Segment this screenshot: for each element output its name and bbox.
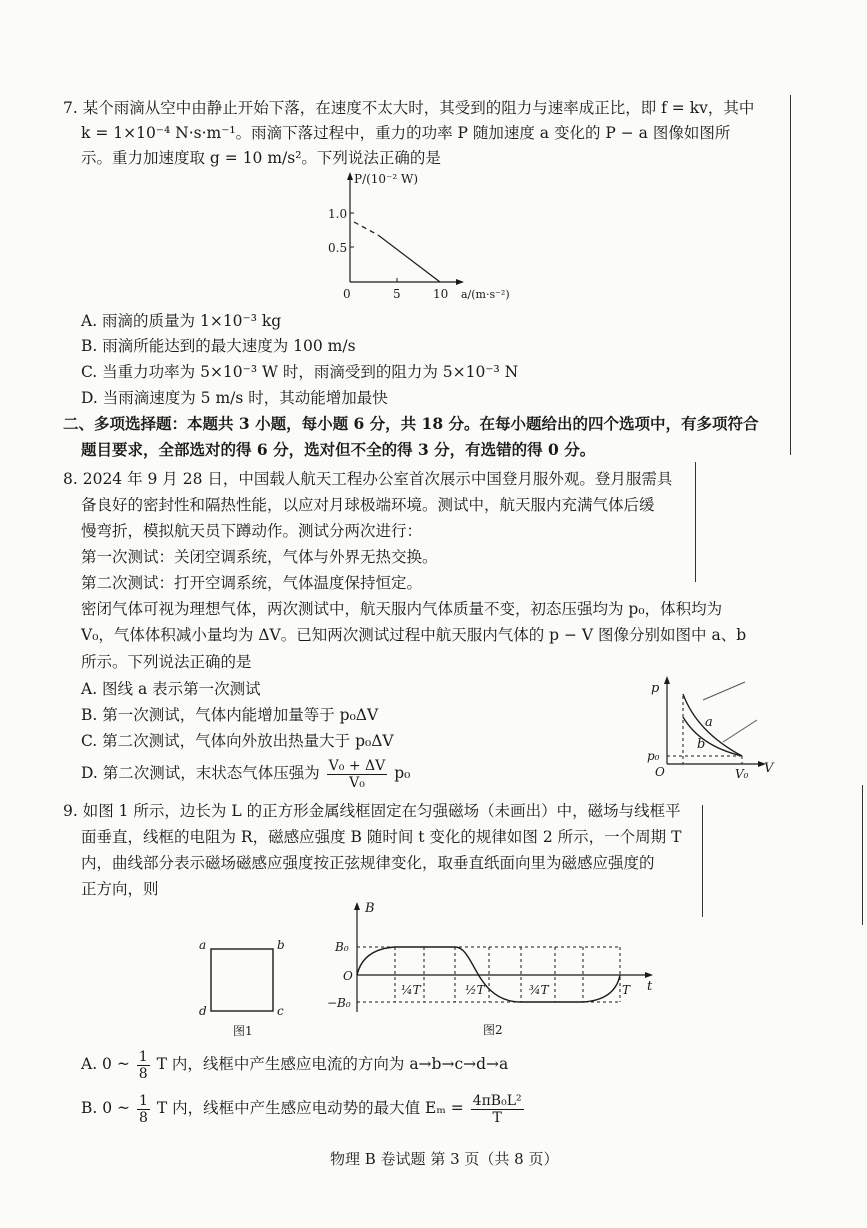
q9-line2: 面垂直，线框的电阻为 R，磁感应强度 B 随时间 t 变化的规律如图 2 所示，一个周期 T bbox=[81, 828, 682, 846]
q8-option-d-prefix: D. 第二次测试，末状态气体压强为 bbox=[81, 764, 320, 782]
q8-line6: 密闭气体可视为理想气体，两次测试中，航天服内气体质量不变，初态压强均为 p₀，体积均为 bbox=[81, 600, 723, 618]
q9-option-b-prefix: B. 0 ~ bbox=[81, 1099, 131, 1117]
q9-option-a-fraction bbox=[137, 1049, 150, 1082]
q9-figure-2 bbox=[325, 898, 665, 1038]
q7-line2: k = 1×10⁻⁴ N·s·m⁻¹。雨滴下落过程中，重力的功率 P 随加速度 a 变化的 P − a 图像如图所 bbox=[81, 124, 731, 142]
margin-line-box bbox=[695, 462, 696, 582]
q9-figure-1 bbox=[195, 935, 295, 1045]
q9-option-b-formula-num: 4πB₀L² bbox=[472, 1092, 522, 1109]
fig1-corner-b: b bbox=[277, 938, 285, 952]
q7-tick-1: 1.0 bbox=[328, 207, 348, 221]
q9-option-b-den: 8 bbox=[138, 1109, 148, 1126]
fig2-neg-b0: −B₀ bbox=[327, 996, 351, 1010]
q9-option-b-formula bbox=[471, 1093, 524, 1126]
margin-line-right bbox=[790, 95, 791, 455]
margin-line-right2 bbox=[862, 785, 863, 925]
q8-option-d-num: V₀ + ΔV bbox=[328, 757, 386, 774]
q9-option-a-den: 8 bbox=[138, 1065, 148, 1082]
b-curve-return bbox=[583, 975, 620, 1002]
q8-v-label: V bbox=[764, 761, 774, 776]
q8-curve-a-label: a bbox=[705, 715, 713, 730]
page-footer: 物理 B 卷试题 第 3 页（共 8 页） bbox=[330, 1150, 559, 1168]
q9-option-a-suffix: T 内，线框中产生感应电流的方向为 a→b→c→d→a bbox=[156, 1055, 509, 1073]
fig2-b-axis: B bbox=[365, 901, 375, 916]
q8-p-v-graph bbox=[645, 672, 775, 787]
fig2-t-axis: t bbox=[647, 979, 653, 994]
q8-option-d bbox=[81, 753, 410, 793]
q8-option-d-suffix: p₀ bbox=[394, 764, 411, 782]
q7-tick-5: 5 bbox=[393, 287, 401, 301]
q9-option-b bbox=[81, 1088, 526, 1128]
fig2-caption: 图2 bbox=[483, 1023, 503, 1037]
q8-line3: 慢弯折，模拟航天员下蹲动作。测试分两次进行： bbox=[81, 522, 423, 540]
q8-line8: 所示。下列说法正确的是 bbox=[81, 653, 252, 671]
square-wire-frame bbox=[211, 949, 273, 1011]
q9-line3: 内，曲线部分表示磁场磁感应强度按正弦规律变化，取垂直纸面向里为磁感应强度的 bbox=[81, 854, 655, 872]
b-curve-rise bbox=[357, 947, 395, 975]
q7-option-a: A. 雨滴的质量为 1×10⁻³ kg bbox=[81, 312, 282, 330]
fig1-caption: 图1 bbox=[233, 1024, 253, 1038]
q7-tick-10: 10 bbox=[433, 287, 449, 301]
q9-option-b-mid: T 内，线框中产生感应电动势的最大值 Eₘ = bbox=[156, 1099, 464, 1117]
q8-option-d-den: V₀ bbox=[349, 774, 365, 791]
q7-option-c: C. 当重力功率为 5×10⁻³ W 时，雨滴受到的阻力为 5×10⁻³ N bbox=[81, 363, 519, 381]
q8-line2: 备良好的密封性和隔热性能，以应对月球极端环境。测试中，航天服内充满气体后缓 bbox=[81, 496, 655, 514]
q8-option-d-fraction bbox=[327, 758, 388, 791]
q7-p-a-graph bbox=[310, 170, 520, 305]
q8-origin: O bbox=[655, 765, 665, 779]
q8-option-c: C. 第二次测试，气体向外放出热量大于 p₀ΔV bbox=[81, 732, 394, 750]
q7-origin: 0 bbox=[343, 287, 351, 301]
q9-option-b-formula-den: T bbox=[492, 1109, 502, 1126]
q7-x-label: a/(m·s⁻²) bbox=[461, 288, 510, 301]
q9-option-a bbox=[81, 1044, 508, 1084]
q8-line1: 8. 2024 年 9 月 28 日，中国载人航天工程办公室首次展示中国登月服外观。登月服需具 bbox=[63, 470, 673, 488]
fig2-t-three-quarter: ¾T bbox=[529, 983, 549, 997]
q7-tick-05: 0.5 bbox=[328, 241, 348, 255]
q8-option-b: B. 第一次测试，气体内能增加量等于 p₀ΔV bbox=[81, 706, 379, 724]
q8-option-a: A. 图线 a 表示第一次测试 bbox=[81, 680, 261, 698]
q7-y-label: P/(10⁻² W) bbox=[354, 172, 419, 186]
q7-line1: 7. 某个雨滴从空中由静止开始下落，在速度不太大时，其受到的阻力与速率成正比，即 f = kv，其中 bbox=[63, 99, 755, 117]
fig1-corner-d: d bbox=[199, 1004, 207, 1018]
q9-option-b-num: 1 bbox=[138, 1092, 148, 1109]
fig1-corner-c: c bbox=[277, 1004, 284, 1018]
fig2-t-half: ½T bbox=[465, 983, 485, 997]
q9-line1: 9. 如图 1 所示，边长为 L 的正方形金属线框固定在匀强磁场（未画出）中，磁场与线框平 bbox=[63, 802, 681, 820]
q8-line4: 第一次测试：关闭空调系统，气体与外界无热交换。 bbox=[81, 548, 438, 566]
q7-line3: 示。重力加速度取 g = 10 m/s²。下列说法正确的是 bbox=[81, 149, 441, 167]
fig2-origin: O bbox=[343, 969, 353, 983]
fig2-t-full: T bbox=[622, 983, 631, 997]
q7-option-b: B. 雨滴所能达到的最大速度为 100 m/s bbox=[81, 337, 356, 355]
fig2-t-quarter: ¼T bbox=[401, 983, 421, 997]
q8-p-label: p bbox=[651, 681, 660, 696]
q9-option-a-num: 1 bbox=[138, 1048, 148, 1065]
margin-line-box2 bbox=[702, 805, 703, 917]
q8-v0-label: V₀ bbox=[735, 767, 749, 781]
q8-line5: 第二次测试：打开空调系统，气体温度保持恒定。 bbox=[81, 574, 423, 592]
fig1-corner-a: a bbox=[199, 938, 207, 952]
q9-option-b-fraction bbox=[137, 1093, 150, 1126]
q9-line4: 正方向，则 bbox=[81, 880, 159, 898]
q8-curve-b-label: b bbox=[697, 737, 706, 752]
section2-line2: 题目要求，全部选对的得 6 分，选对但不全的得 3 分，有选错的得 0 分。 bbox=[81, 440, 596, 459]
q9-option-a-prefix: A. 0 ~ bbox=[81, 1055, 130, 1073]
q7-option-d: D. 当雨滴速度为 5 m/s 时，其动能增加最快 bbox=[81, 389, 388, 407]
q8-p0-label: p₀ bbox=[647, 749, 660, 763]
q8-line7: V₀，气体体积减小量均为 ΔV。已知两次测试过程中航天服内气体的 p − V 图像分别如图中 a、b bbox=[81, 626, 747, 644]
fig2-b0: B₀ bbox=[335, 940, 349, 954]
section2-line1: 二、多项选择题：本题共 3 小题，每小题 6 分，共 18 分。在每小题给出的四个选项中，有多项符合 bbox=[63, 414, 759, 433]
